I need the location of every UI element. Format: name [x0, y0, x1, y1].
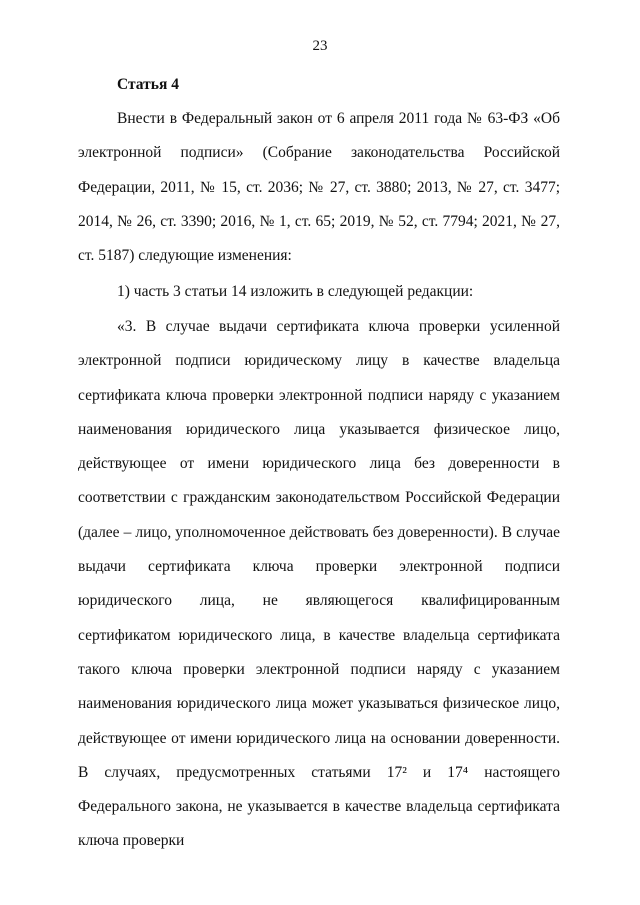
intro-paragraph: Внести в Федеральный закон от 6 апреля 2011 года № 63-ФЗ «Об электронной подписи» (Собрание законодательства Российской Федерации, 2011, № 15, ст. 2036; № 27, ст. 3880; 2013, № 27, ст. 3477; 2014, № 26, ст. 3390; 2016, № 1, ст. 65; 2019, № 52, ст. 7794; 2021, № 27, ст. 5187) следующие изменения: [78, 110, 560, 265]
quoted-text-paragraph: «3. В случае выдачи сертификата ключа проверки усиленной электронной подписи юридическому лицу в качестве владельца сертификата ключа проверки электронной подписи наряду с указанием наименования юридического лица указывается физическое лицо, действующее от имени юридического лица без доверенности в соответствии с гражданским законодательством Российской Федерации (далее – лицо, уполномоченное действовать без доверенности). В случае выдачи сертификата ключа проверки электронной подписи юридического лица, не являющегося квалифицированным сертификатом юридического лица, в качестве владельца сертификата такого ключа проверки электронной подписи наряду с указанием наименования юридического лица может указываться физическое лицо, действующее от имени юридического лица на основании доверенности. В случаях, предусмотренных статьями 17² и 17⁴ настоящего Федерального закона, не указывается в качестве владельца сертификата ключа проверки [78, 318, 560, 850]
page-number: 23 [312, 38, 328, 54]
item-1-paragraph: 1) часть 3 статьи 14 изложить в следующей редакции: [117, 283, 474, 300]
article-heading: Статья 4 [117, 76, 179, 93]
